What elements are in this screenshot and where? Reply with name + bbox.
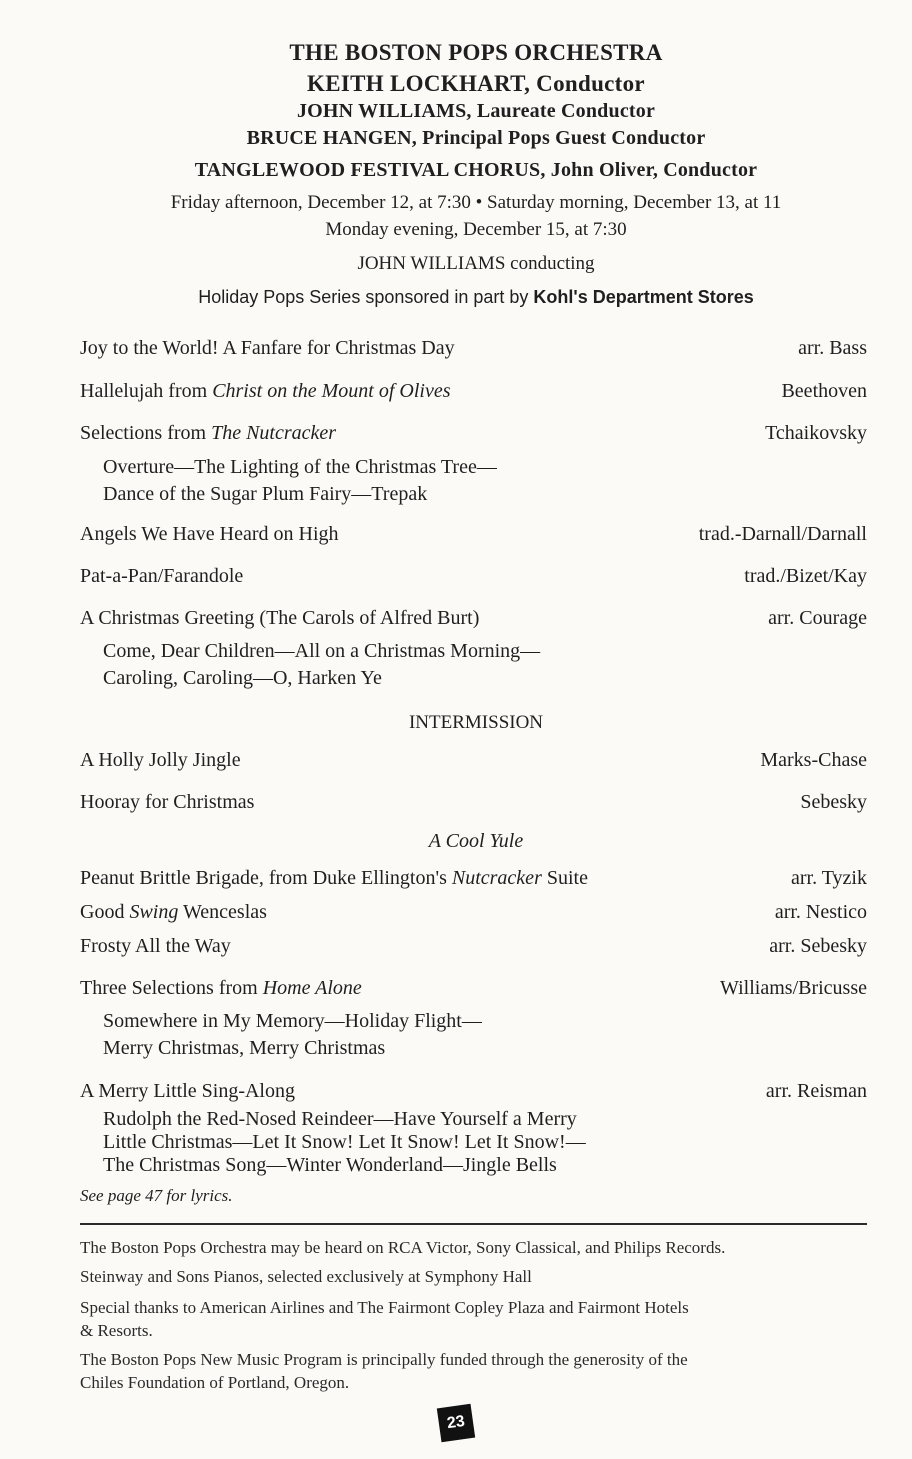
cool-yule-heading: A Cool Yule — [428, 830, 524, 852]
conductor-heading: KEITH LOCKHART, Conductor — [307, 71, 645, 96]
piece-title: Frosty All the Way — [80, 935, 231, 957]
program-item-angels — [80, 523, 867, 549]
composer: trad./Bizet/Kay — [744, 565, 867, 587]
laureate-heading: JOHN WILLIAMS, Laureate Conductor — [296, 100, 656, 122]
orchestra-heading: THE BOSTON POPS ORCHESTRA — [289, 40, 663, 65]
pianos-note: Steinway and Sons Pianos, selected exclusively at Symphony Hall — [80, 1267, 532, 1286]
piece-title-text: Three Selections from — [80, 977, 263, 999]
footer-divider — [80, 1223, 867, 1225]
funding-note-2: Chiles Foundation of Portland, Oregon. — [80, 1373, 350, 1392]
piece-title — [80, 901, 267, 924]
guest-conductor-heading: BRUCE HANGEN, Principal Pops Guest Conductor — [246, 127, 706, 149]
chorus-heading: TANGLEWOOD FESTIVAL CHORUS, John Oliver, Conductor — [194, 159, 758, 181]
dates-line-1: Friday afternoon, December 12, at 7:30 • Saturday morning, December 13, at 11 — [170, 192, 782, 213]
composer: arr. Nestico — [774, 901, 867, 923]
sing-along-songs-3: The Christmas Song—Winter Wonderland—Jingle Bells — [103, 1154, 557, 1176]
page-number: 23 — [437, 1404, 475, 1442]
program-item-wenceslas — [80, 901, 867, 927]
nutcracker-movements-1: Overture—The Lighting of the Christmas Tree— — [103, 456, 497, 478]
piece-title: A Merry Little Sing-Along — [80, 1080, 295, 1102]
recordings-note: The Boston Pops Orchestra may be heard on RCA Victor, Sony Classical, and Philips Records. — [80, 1238, 726, 1257]
composer: Beethoven — [781, 380, 867, 402]
piece-title-suffix: Suite — [541, 867, 588, 889]
sing-along-songs-2: Little Christmas—Let It Snow! Let It Snow! Let It Snow!— — [103, 1131, 586, 1153]
composer: arr. Bass — [798, 337, 867, 359]
lyrics-note: See page 47 for lyrics. — [80, 1186, 233, 1205]
sponsor-prefix: Holiday Pops Series sponsored in part by — [198, 287, 534, 307]
funding-note-1: The Boston Pops New Music Program is principally funded through the generosity of the — [80, 1350, 688, 1369]
program-item-nutcracker — [80, 422, 867, 448]
home-alone-selections-1: Somewhere in My Memory—Holiday Flight— — [103, 1010, 482, 1032]
piece-title: A Holly Jolly Jingle — [80, 749, 241, 771]
thanks-note-2: & Resorts. — [80, 1321, 153, 1340]
program-item-hooray — [80, 791, 867, 817]
piece-title — [80, 380, 451, 403]
composer: Marks-Chase — [760, 749, 867, 771]
composer: Williams/Bricusse — [720, 977, 867, 999]
home-alone-selections-2: Merry Christmas, Merry Christmas — [103, 1037, 386, 1059]
piece-title-text: Hallelujah from — [80, 380, 213, 402]
composer: arr. Tyzik — [791, 867, 867, 889]
composer: Tchaikovsky — [765, 422, 867, 444]
sponsor-name: Kohl's Department Stores — [533, 287, 754, 307]
composer: Sebesky — [800, 791, 867, 813]
program-item-holly — [80, 749, 867, 775]
composer: arr. Courage — [768, 607, 867, 629]
piece-title: Angels We Have Heard on High — [80, 523, 339, 545]
greeting-carols-1: Come, Dear Children—All on a Christmas Morning— — [103, 640, 541, 662]
piece-title-suffix: Wenceslas — [178, 901, 267, 923]
intermission-heading: INTERMISSION — [408, 712, 544, 733]
greeting-carols-2: Caroling, Caroling—O, Harken Ye — [103, 667, 382, 689]
piece-title-text: Good — [80, 901, 130, 923]
program-item-peanut-brittle — [80, 867, 867, 893]
piece-title-italic: Nutcracker — [451, 867, 542, 889]
piece-title-text: Peanut Brittle Brigade, from Duke Ellington's — [80, 867, 452, 889]
nutcracker-movements-2: Dance of the Sugar Plum Fairy—Trepak — [103, 483, 428, 505]
program-item-joy — [80, 337, 867, 363]
piece-title — [80, 867, 588, 890]
piece-title: A Christmas Greeting (The Carols of Alfred Burt) — [80, 607, 480, 629]
piece-title-italic: Swing — [129, 901, 179, 923]
program-item-hallelujah — [80, 380, 867, 406]
piece-title-text: Selections from — [80, 422, 212, 444]
dates-line-2: Monday evening, December 15, at 7:30 — [325, 219, 627, 240]
piece-title: Hooray for Christmas — [80, 791, 255, 813]
piece-title — [80, 422, 336, 445]
composer: trad.-Darnall/Darnall — [698, 523, 867, 545]
sing-along-songs-1: Rudolph the Red-Nosed Reindeer—Have Yourself a Merry — [103, 1108, 577, 1130]
program-item-greeting — [80, 607, 867, 633]
piece-title-italic: Christ on the Mount of Olives — [212, 380, 451, 402]
composer: arr. Sebesky — [769, 935, 867, 957]
piece-title: Joy to the World! A Fanfare for Christmas Day — [80, 337, 455, 359]
composer: arr. Reisman — [765, 1080, 867, 1102]
program-item-frosty — [80, 935, 867, 961]
piece-title: Pat-a-Pan/Farandole — [80, 565, 244, 587]
conducting-line: JOHN WILLIAMS conducting — [357, 253, 595, 274]
piece-title-italic: The Nutcracker — [211, 422, 337, 444]
thanks-note-1: Special thanks to American Airlines and The Fairmont Copley Plaza and Fairmont Hotels — [80, 1298, 689, 1317]
program-item-sing-along — [80, 1080, 867, 1106]
piece-title — [80, 977, 362, 1000]
sponsor-line — [0, 287, 912, 308]
piece-title-italic: Home Alone — [262, 977, 362, 999]
program-item-home-alone — [80, 977, 867, 1003]
program-item-patapan — [80, 565, 867, 591]
